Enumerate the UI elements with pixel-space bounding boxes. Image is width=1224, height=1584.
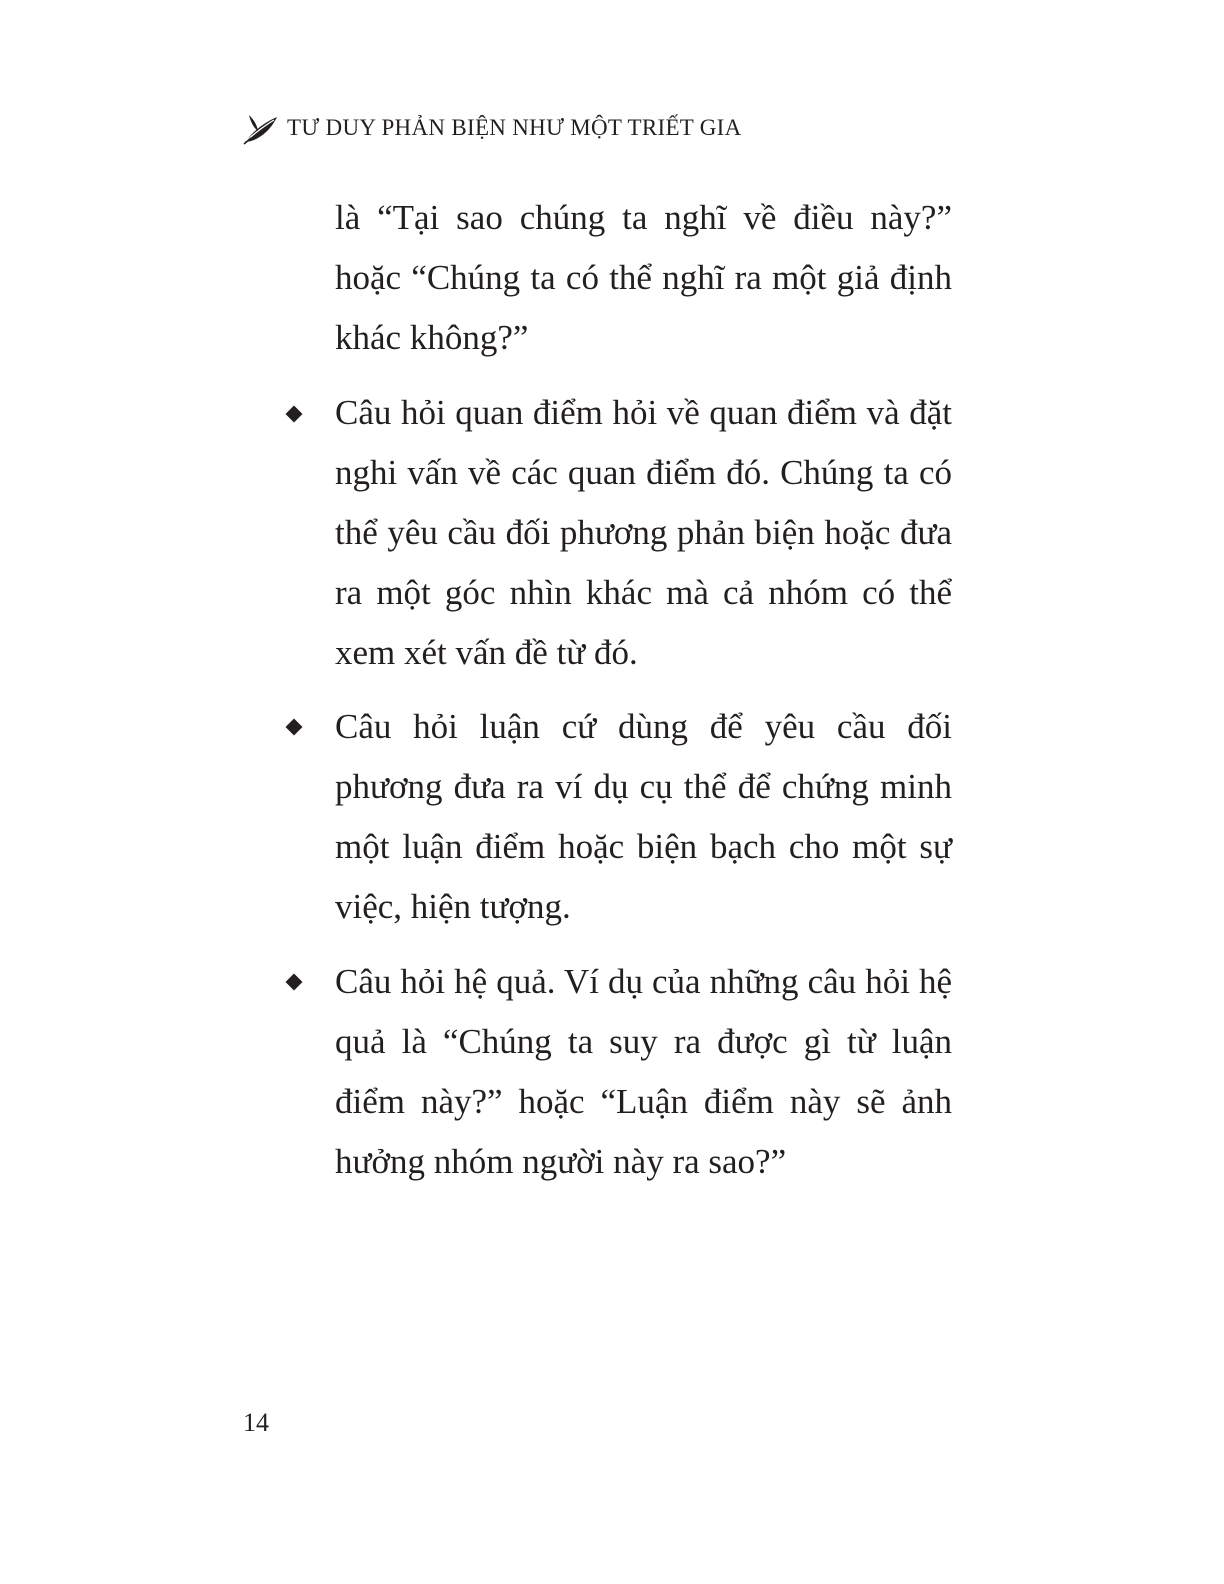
running-header	[243, 108, 742, 148]
feather-quill-icon	[243, 111, 279, 145]
diamond-bullet-icon	[286, 974, 303, 991]
diamond-bullet-icon	[286, 406, 303, 423]
diamond-bullet-icon	[286, 719, 303, 736]
running-header-title: TƯ DUY PHẢN BIỆN NHƯ MỘT TRIẾT GIA	[287, 115, 742, 140]
continuation-paragraph: là “Tại sao chúng ta nghĩ về điều này?” hoặc “Chúng ta có thể nghĩ ra một giả định khác không?”	[335, 198, 952, 357]
list-item: Câu hỏi luận cứ dùng để yêu cầu đối phương đưa ra ví dụ cụ thể để chứng minh một luận điểm hoặc biện bạch cho một sự việc, hiện tượng.	[335, 707, 952, 926]
list-item: Câu hỏi hệ quả. Ví dụ của những câu hỏi hệ quả là “Chúng ta suy ra được gì từ luận điểm này?” hoặc “Luận điểm này sẽ ảnh hưởng nhóm người này ra sao?”	[335, 962, 952, 1181]
page-number: 14	[243, 1408, 269, 1437]
list-item: Câu hỏi quan điểm hỏi về quan điểm và đặt nghi vấn về các quan điểm đó. Chúng ta có thể yêu cầu đối phương phản biện hoặc đưa ra một góc nhìn khác mà cả nhóm có thể xem xét vấn đề từ đó.	[335, 393, 952, 672]
